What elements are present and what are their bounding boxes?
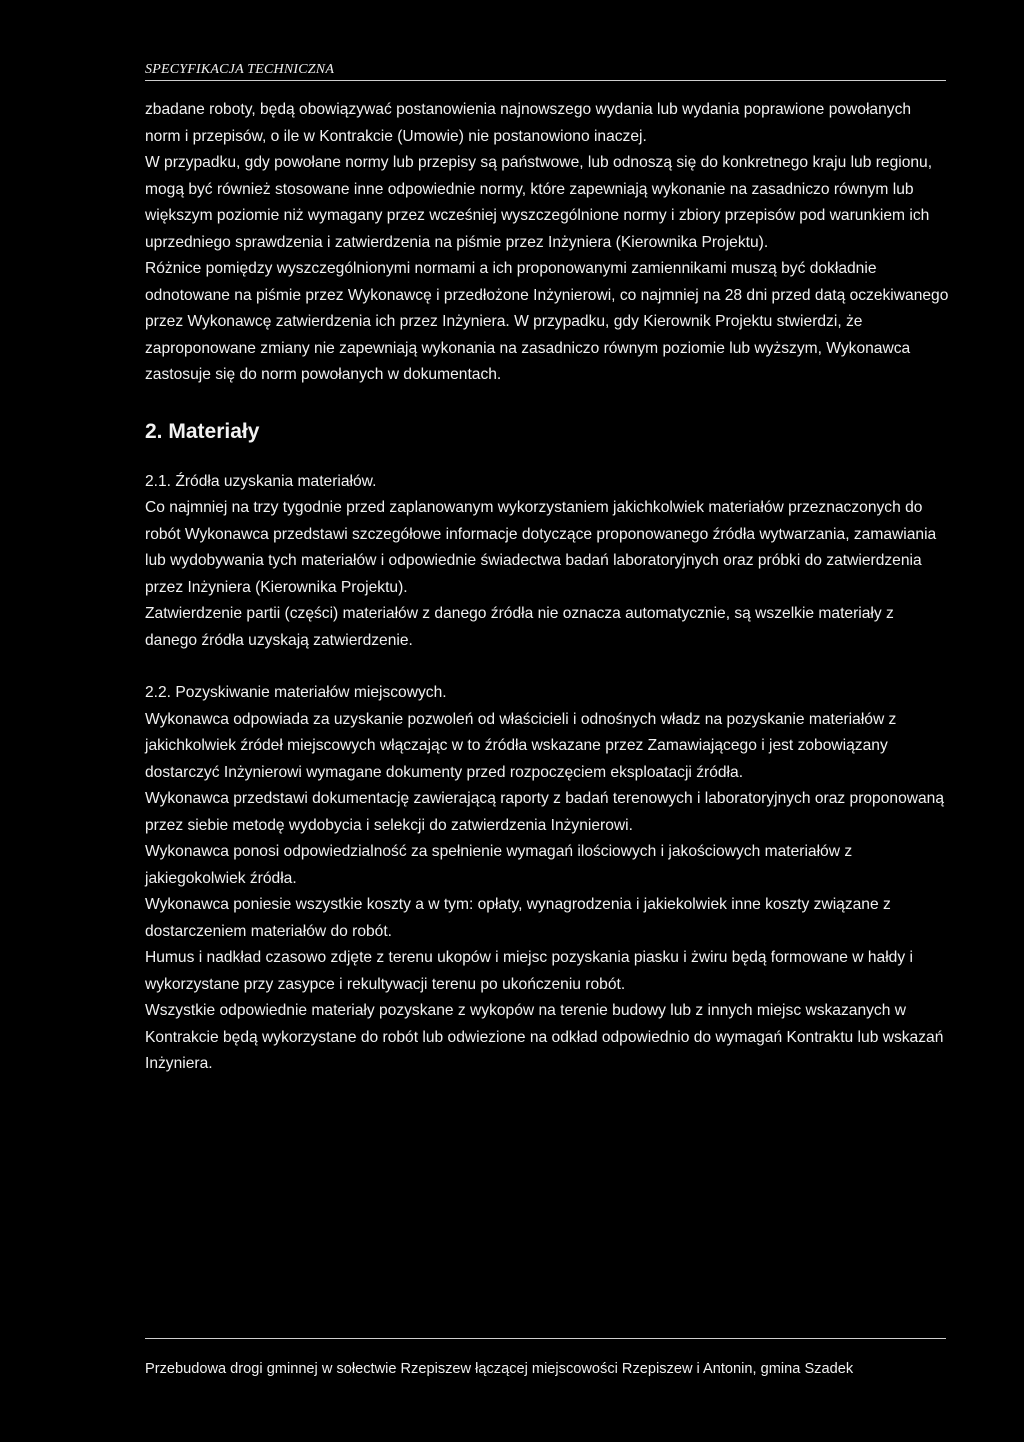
paragraph: Wykonawca przedstawi dokumentację zawierającą raporty z badań terenowych i laboratoryjnych oraz proponowaną przez siebie metodę wydobycia i selekcji do zatwierdzenia Inżynierowi. bbox=[145, 790, 945, 834]
spacer bbox=[145, 654, 950, 680]
footer-divider bbox=[145, 1338, 946, 1339]
page-header-title: SPECYFIKACJA TECHNICZNA bbox=[145, 62, 335, 77]
paragraph: Zatwierdzenie partii (części) materiałów z danego źródła nie oznacza automatycznie, są wszelkie materiały z danego źródła uzyskają zatwierdzenie. bbox=[145, 605, 894, 649]
subsection-heading: 2.2. Pozyskiwanie materiałów miejscowych. bbox=[145, 684, 447, 701]
subsection-heading: 2.1. Źródła uzyskania materiałów. bbox=[145, 472, 377, 490]
paragraph: Co najmniej na trzy tygodnie przed zaplanowanym wykorzystaniem jakichkolwiek materiałów przeznaczonych do robót Wykonawca przedstawi szczegółowe informacje dotyczące proponowanego źródła wytwarzania, zamawiania lub wydobywania tych materiałów i odpowiednie świadectwa badań laboratoryjnych oraz próbki do zatwierdzenia przez Inżyniera (Kierownika Projektu). bbox=[145, 499, 937, 596]
paragraph: Wykonawca odpowiada za uzyskanie pozwoleń od właścicieli i odnośnych władz na pozyskanie materiałów z jakichkolwiek źródeł miejscowych włączając w to źródła wskazane przez Zamawiającego i jest zobowiązany dostarczyć Inżynierowi wymagane dokumenty przed rozpoczęciem eksploatacji źródła. bbox=[145, 710, 897, 781]
paragraph: Różnice pomiędzy wyszczególnionymi normami a ich proponowanymi zamiennikami muszą być dokładnie odnotowane na piśmie przez Wykonawcę i przedłożone Inżynierowi, co najmniej na 28 dni przed datą oczekiwanego przez Wykonawcę zatwierdzenia ich przez Inżyniera. W przypadku, gdy Kierownik Projektu stwierdzi, że zaproponowane zmiany nie zapewniają wykonania na zasadniczo równym poziomie lub wyższym, Wykonawca zastosuje się do norm powołanych w dokumentach. bbox=[145, 260, 949, 383]
document-body bbox=[145, 97, 950, 1078]
paragraph: Wykonawca poniesie wszystkie koszty a w tym: opłaty, wynagrodzenia i jakiekolwiek inne koszty związane z dostarczeniem materiałów do robót. bbox=[145, 896, 891, 940]
section-heading: 2. Materiały bbox=[145, 419, 260, 443]
paragraph: Wszystkie odpowiednie materiały pozyskane z wykopów na terenie budowy lub z innych miejsc wskazanych w Kontrakcie będą wykorzystane do robót lub odwiezione na odkład odpowiednio do wymagań Kontraktu lub wskazań Inżyniera. bbox=[145, 1002, 944, 1072]
paragraph: Humus i nadkład czasowo zdjęte z terenu ukopów i miejsc pozyskania piasku i żwiru będą formowane w hałdy i wykorzystane przy zasypce i rekultywacji terenu po ukończeniu robót. bbox=[145, 949, 913, 993]
page-footer: Przebudowa drogi gminnej w sołectwie Rzepiszew łączącej miejscowości Rzepiszew i Antonin, gmina Szadek bbox=[145, 1361, 854, 1377]
header-divider bbox=[145, 80, 946, 81]
paragraph: zbadane roboty, będą obowiązywać postanowienia najnowszego wydania lub wydania poprawione powołanych norm i przepisów, o ile w Kontrakcie (Umowie) nie postanowiono inaczej. bbox=[145, 101, 912, 145]
paragraph: W przypadku, gdy powołane normy lub przepisy są państwowe, lub odnoszą się do konkretnego kraju lub regionu, mogą być również stosowane inne odpowiednie normy, które zapewniają wykonanie na zasadniczo równym lub większym poziomie niż wymagany przez wcześniej wyszczególnione normy i zbiory przepisów pod warunkiem ich uprzedniego sprawdzenia i zatwierdzenia na piśmie przez Inżyniera (Kierownika Projektu). bbox=[145, 154, 933, 251]
paragraph: Wykonawca ponosi odpowiedzialność za spełnienie wymagań ilościowych i jakościowych materiałów z jakiegokolwiek źródła. bbox=[145, 843, 853, 887]
